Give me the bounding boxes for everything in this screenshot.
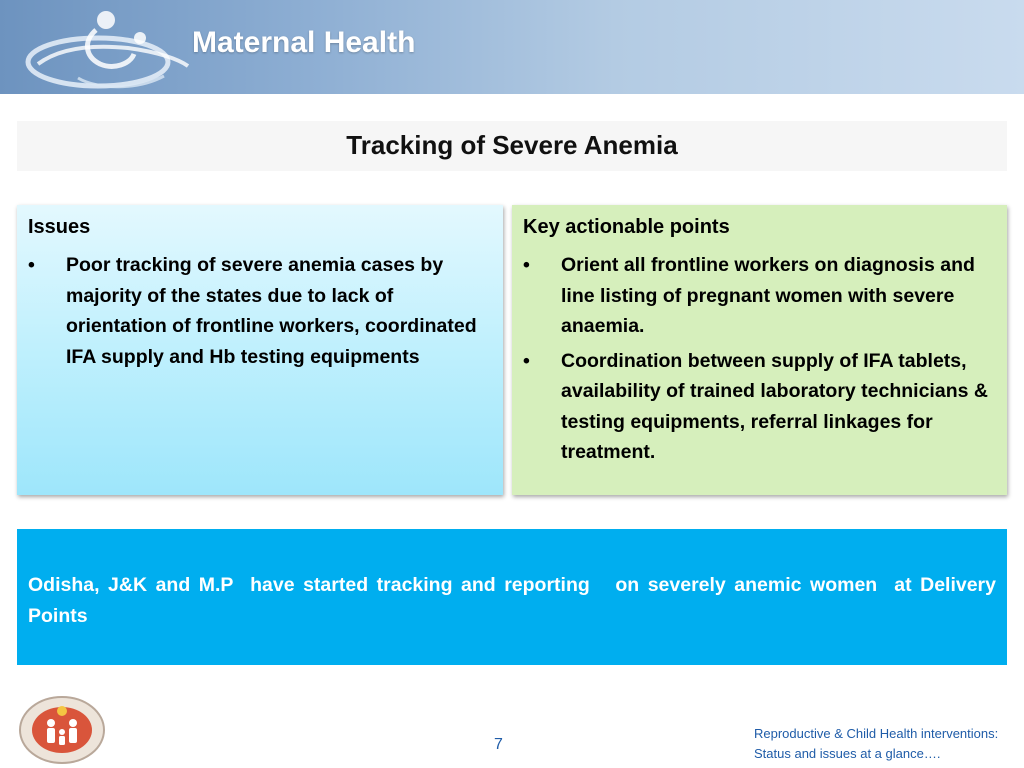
actions-item <box>523 346 999 468</box>
footer-subtitle: Status and issues at a glance…. <box>754 746 941 761</box>
actions-list <box>523 250 999 468</box>
actions-item-text: Coordination between supply of IFA tablets, availability of trained laboratory technicians & testing equipments, referral linkages for treatment. <box>561 349 988 463</box>
actions-item-text: Orient all frontline workers on diagnosis and line listing of pregnant women with severe anaemia. <box>561 254 975 337</box>
issues-panel <box>17 205 503 495</box>
actions-panel <box>512 205 1007 495</box>
bullet-icon: • <box>28 254 35 276</box>
bullet-icon: • <box>523 349 530 372</box>
header-title: Maternal Health <box>192 26 416 59</box>
footer-title: Reproductive & Child Health interventions: <box>754 726 999 741</box>
issues-item-text: Poor tracking of severe anemia cases by majority of the states due to lack of orientation of frontline workers, coordinated IFA supply and Hb testing equipments <box>66 254 477 368</box>
actions-item <box>523 250 999 342</box>
header-band <box>0 0 1024 94</box>
note-bar <box>17 529 1007 665</box>
issues-list <box>28 250 491 372</box>
actions-heading: Key actionable points <box>523 216 730 238</box>
issues-item <box>28 250 491 372</box>
note-text: Odisha, J&K and M.P have started tracking and reporting on severely anemic women at Delivery Points <box>28 574 1002 627</box>
page-number: 7 <box>494 736 503 753</box>
bullet-icon: • <box>523 254 530 276</box>
slide-title-bar <box>17 121 1007 171</box>
mother-and-child-logo-icon <box>18 4 208 94</box>
slide-title: Tracking of Severe Anemia <box>346 130 678 160</box>
issues-heading: Issues <box>28 216 91 238</box>
family-welfare-emblem-icon <box>17 695 107 765</box>
